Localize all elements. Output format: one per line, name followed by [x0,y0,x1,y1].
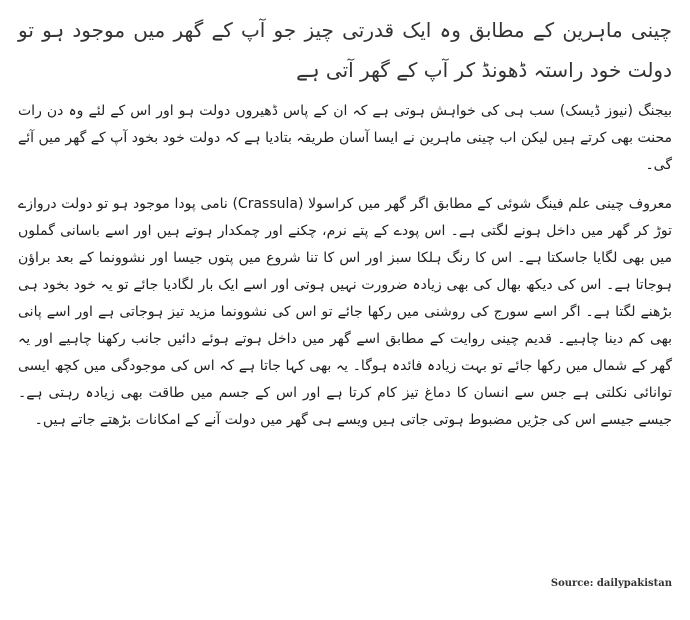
article-title: چینی ماہرین کے مطابق وہ ایک قدرتی چیز جو آپ کے گھر میں موجود ہو تو دولت خود راستہ ڈھونڈ کر آپ کے گھر آتی ہے [18,18,672,82]
article-intro-paragraph: بیجنگ (نیوز ڈیسک) سب ہی کی خواہش ہوتی ہے کہ ان کے پاس ڈھیروں دولت ہو اور اس کے لئے وہ دن رات محنت بھی کرتے ہیں لیکن اب چینی ماہرین نے ایسا آسان طریقہ بتادیا ہے کہ دولت خود بخود آپ کے گھر میں آئے گی۔ [18,103,672,173]
article [18,10,672,446]
article-body-paragraph: معروف چینی علم فینگ شوئی کے مطابق اگر گھر میں کراسولا (Crassula) نامی پودا موجود ہو تو دولت دروازے توڑ کر گھر میں داخل ہونے لگتی ہے۔ اس پودے کے پتے نرم، چکنے اور چمکدار ہوتے ہیں اور اسے باسانی گملوں میں بھی لگایا جاسکتا ہے۔ اس کا رنگ ہلکا سبز اور اس کا تنا شروع میں پتوں جیسا اور نشوونما کے بعد براﺅن ہوجاتا ہے۔ اس کی دیکھ بھال کی بھی زیادہ ضرورت نہیں ہوتی اور اسے ایک بار لگادیا جائے تو یہ خود بخود ہی بڑھنے لگتا ہے۔ اگر اسے سورج کی روشنی میں رکھا جائے تو اس کی نشوونما مزید تیز ہوجاتی ہے اور اسے پانی بھی کم دینا چاہیے۔ قدیم چینی روایت کے مطابق اسے گھر میں داخل ہوتے ہوئے دائیں جانب رکھنا چاہیے اور یہ گھر کے شمال میں رکھا جائے تو بہت زیادہ فائدہ ہوگا۔ یہ بھی کہا جاتا ہے کہ اس کی موجودگی میں کچھ ایسی توانائی نکلتی ہے جس سے انسان کا دماغ تیز کام کرتا ہے اور اس کے جسم میں طاقت بھی زیادہ رہتی ہے۔ جیسے جیسے اس کی جڑیں مضبوط ہوتی جاتی ہیں ویسے ہی گھر میں دولت آنے کے امکانات بڑھتے جاتے ہیں۔ [18,196,672,428]
source-credit: Source: dailypakistan [550,578,672,589]
